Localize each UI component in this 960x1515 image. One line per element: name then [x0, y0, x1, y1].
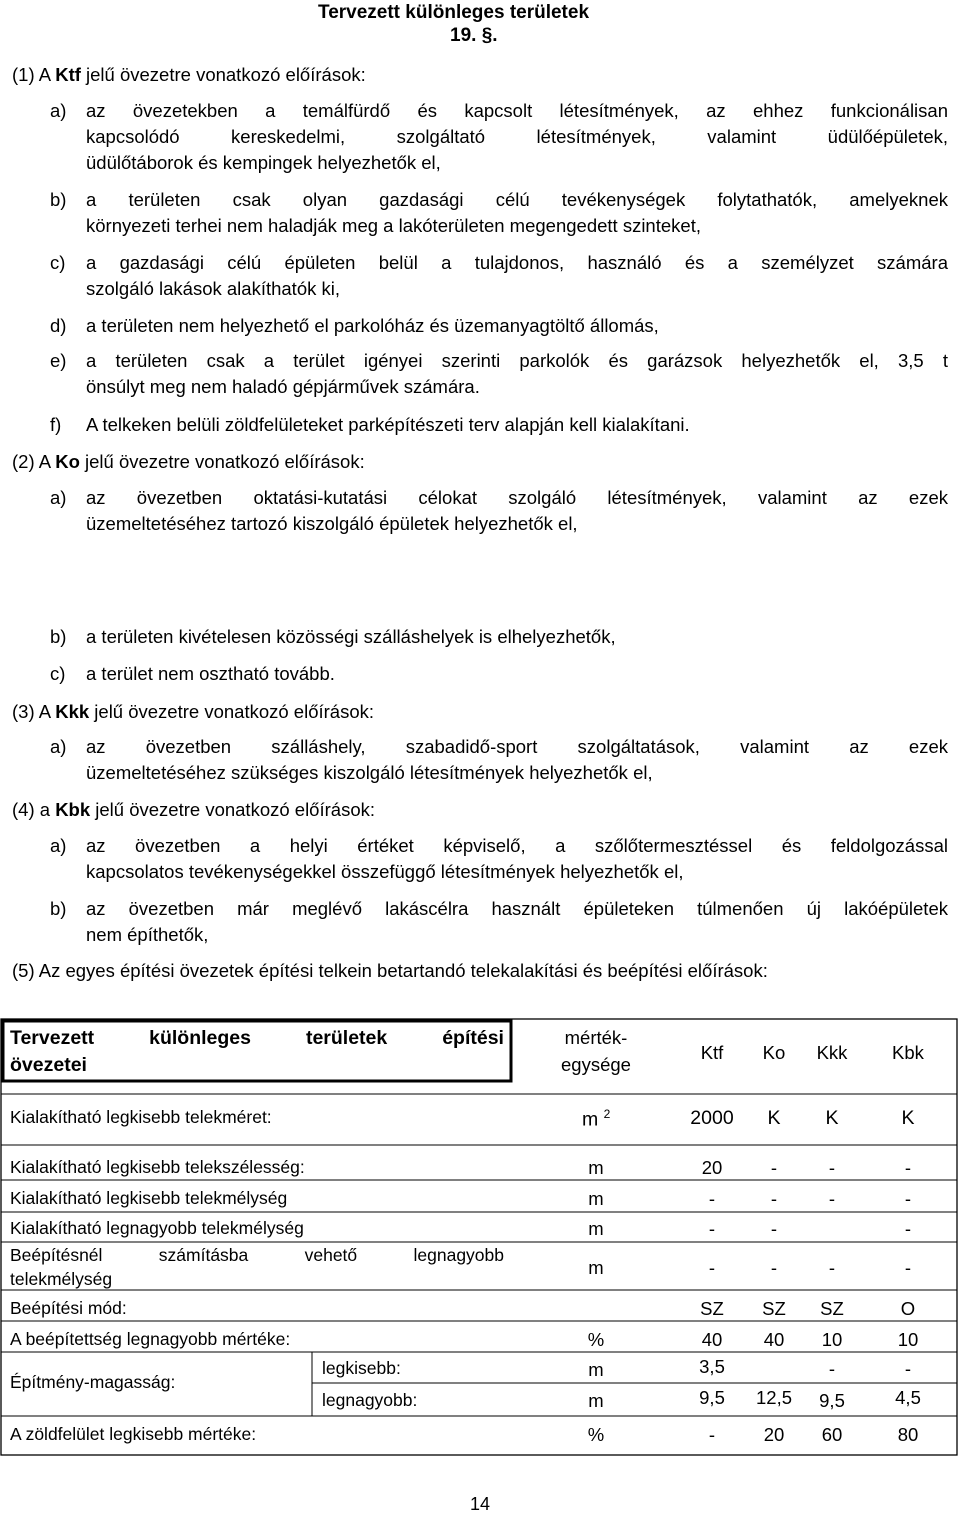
row-label: A zöldfelület legkisebb mértéke: — [10, 1424, 257, 1444]
row-value: SZ — [820, 1298, 844, 1319]
zone-code: Kbk — [55, 799, 91, 820]
row-value: - — [904, 1157, 912, 1178]
item-text-line: az övezetben a helyi értéket képviselő, a szőlőtermesztéssel és feldolgozással — [86, 835, 948, 856]
row-label: Kialakítható legkisebb telekmélység — [10, 1188, 288, 1208]
item-text-line: kapcsolódó kereskedelmi, szolgáltató létesítmények, valamint üdülőépületek, — [86, 126, 948, 147]
item-text-line: a terület nem osztható tovább. — [86, 663, 335, 684]
item-text-line: nem építhetők, — [86, 924, 209, 945]
row-unit: m — [588, 1257, 604, 1278]
item-text-line: üzemeltetéséhez szükséges kiszolgáló létesítmények helyezhetők el, — [86, 762, 653, 783]
regulations-table — [0, 1018, 960, 1458]
item-text-line: üzemeltetéséhez tartozó kiszolgáló épületek helyezhetők el, — [86, 513, 578, 534]
row-value: - — [904, 1218, 912, 1239]
row-label: Kialakítható legnagyobb telekmélység — [10, 1218, 304, 1238]
paragraph-2-heading: (2) A Ko jelű övezetre vonatkozó előírások: — [12, 451, 365, 472]
table-header-title: Tervezett különleges területek építési — [10, 1027, 504, 1049]
row-value: - — [828, 1257, 836, 1278]
section-title: Tervezett különleges területek — [318, 2, 590, 23]
item-text-line: környezeti terhei nem haladják meg a lakóterületen megengedett szinteket, — [86, 215, 701, 236]
row-sub-label: legnagyobb: — [322, 1390, 418, 1410]
row-label-line2: telekmélység — [10, 1269, 113, 1289]
item-text-line: a gazdasági célú épületen belül a tulajdonos, használó és a személyzet számára — [86, 252, 948, 273]
item-label: a) — [50, 487, 67, 508]
row-label: Építmény-magasság: — [10, 1372, 176, 1392]
row-value: - — [770, 1157, 778, 1178]
row-value: 2000 — [690, 1107, 734, 1129]
row-value: K — [901, 1107, 915, 1129]
item-text-line: szolgáló lakások alakíthatók ki, — [86, 278, 340, 299]
row-value: 10 — [897, 1329, 919, 1350]
row-unit: m — [588, 1359, 604, 1380]
zone-code: Kkk — [55, 701, 90, 722]
row-value: - — [708, 1257, 716, 1278]
row-value: K — [767, 1107, 781, 1129]
row-value: O — [900, 1298, 916, 1319]
item-text-line: az övezetben szálláshely, szabadidő-sport szolgáltatások, valamint az ezek — [86, 736, 948, 757]
item-text-line: önsúlyt meg nem haladó gépjárművek számára. — [86, 376, 480, 397]
paragraph-5-heading: (5) Az egyes építési övezetek építési telkein betartandó telekalakítási és beépítési előírások: — [12, 960, 768, 981]
row-value: 10 — [821, 1329, 843, 1350]
row-value: - — [708, 1188, 716, 1209]
item-label: c) — [50, 252, 66, 273]
row-value: - — [828, 1157, 836, 1178]
row-unit: m $^2$ — [582, 1107, 611, 1131]
zone-column-header: Ko — [762, 1042, 786, 1063]
row-unit: m — [588, 1188, 604, 1209]
paragraph-4-heading: (4) a Kbk jelű övezetre vonatkozó előírások: — [12, 799, 375, 820]
item-label: a) — [50, 100, 67, 121]
item-label: d) — [50, 315, 67, 336]
row-label: Kialakítható legkisebb telekszélesség: — [10, 1157, 305, 1177]
row-value: - — [708, 1424, 716, 1445]
item-text-line: az övezetben oktatási-kutatási célokat szolgáló létesítmények, valamint az ezek — [86, 487, 948, 508]
row-value: - — [904, 1257, 912, 1278]
item-label: c) — [50, 663, 66, 684]
row-value: 9,5 — [819, 1390, 845, 1411]
item-text-line: az övezetekben a temálfürdő és kapcsolt létesítmények, az ehhez funkcionálisan — [86, 100, 948, 121]
row-value: 40 — [763, 1329, 785, 1350]
row-value: K — [825, 1107, 839, 1129]
row-unit: % — [587, 1329, 605, 1350]
paragraph-1-heading: (1) A Ktf jelű övezetre vonatkozó előírások: — [12, 64, 366, 85]
row-unit: m — [588, 1218, 604, 1239]
item-label: b) — [50, 189, 67, 210]
row-value: 4,5 — [895, 1387, 921, 1408]
row-value: - — [828, 1358, 836, 1379]
row-value: - — [904, 1358, 912, 1379]
row-value: 20 — [701, 1157, 723, 1178]
row-value: - — [904, 1188, 912, 1209]
item-text-line: a területen nem helyezhető el parkolóház és üzemanyagtöltő állomás, — [86, 315, 659, 336]
zone-column-header: Kkk — [816, 1042, 848, 1063]
row-sub-label: legkisebb: — [322, 1358, 401, 1378]
row-value: - — [770, 1188, 778, 1209]
item-label: b) — [50, 898, 67, 919]
row-value: 3,5 — [699, 1356, 725, 1377]
row-value: - — [708, 1218, 716, 1239]
section-number: 19. §. — [450, 25, 498, 46]
table-header-unit: mérték- — [564, 1027, 628, 1048]
item-text-line: a területen csak a terület igényei szerinti parkolók és garázsok helyezhetők el, 3,5 t — [86, 350, 948, 371]
row-label: Beépítési mód: — [10, 1298, 127, 1318]
table-header-unit: egysége — [561, 1054, 631, 1075]
paragraph-3-heading: (3) A Kkk jelű övezetre vonatkozó előírások: — [12, 701, 375, 722]
item-text-line: üdülőtáborok és kempingek helyezhetők el, — [86, 152, 441, 173]
zone-column-header: Ktf — [700, 1042, 724, 1063]
row-value: SZ — [762, 1298, 786, 1319]
row-unit: m — [588, 1390, 604, 1411]
item-text-line: kapcsolatos tevékenységekkel összefüggő létesítmények helyezhetők el, — [86, 861, 684, 882]
item-label: a) — [50, 736, 67, 757]
zone-code: Ko — [55, 451, 80, 472]
item-text-line: a területen kivételesen közösségi szálláshelyek is elhelyezhetők, — [86, 626, 616, 647]
row-value: - — [770, 1218, 778, 1239]
item-text-line: A telkeken belüli zöldfelületeket parképítészeti terv alapján kell kialakítani. — [86, 414, 690, 435]
row-label: A beépítettség legnagyobb mértéke: — [10, 1329, 291, 1349]
row-value: 9,5 — [699, 1387, 725, 1408]
zone-code: Ktf — [55, 64, 81, 85]
zone-column-header: Kbk — [892, 1042, 924, 1063]
row-value: 60 — [821, 1424, 843, 1445]
table-header-title-line2: övezetei — [10, 1054, 87, 1076]
row-value: 12,5 — [755, 1387, 793, 1408]
page-number: 14 — [470, 1494, 491, 1514]
row-label: Beépítésnél számításba vehető legnagyobb — [10, 1245, 504, 1265]
item-text-line: a területen csak olyan gazdasági célú tevékenységek folytathatók, amelyeknek — [86, 189, 948, 210]
row-value: SZ — [700, 1298, 724, 1319]
item-label: a) — [50, 835, 67, 856]
row-value: 40 — [701, 1329, 723, 1350]
row-value: - — [770, 1257, 778, 1278]
item-label: e) — [50, 350, 67, 371]
row-unit: m — [588, 1157, 604, 1178]
row-label: Kialakítható legkisebb telekméret: — [10, 1107, 272, 1127]
item-label: b) — [50, 626, 67, 647]
row-value: 80 — [897, 1424, 919, 1445]
row-value: 20 — [763, 1424, 785, 1445]
item-label: f) — [50, 414, 62, 435]
item-text-line: az övezetben már meglévő lakáscélra használt épületeken túlmenően új lakóépületek — [86, 898, 948, 919]
row-value: - — [828, 1188, 836, 1209]
row-unit: % — [587, 1424, 605, 1445]
